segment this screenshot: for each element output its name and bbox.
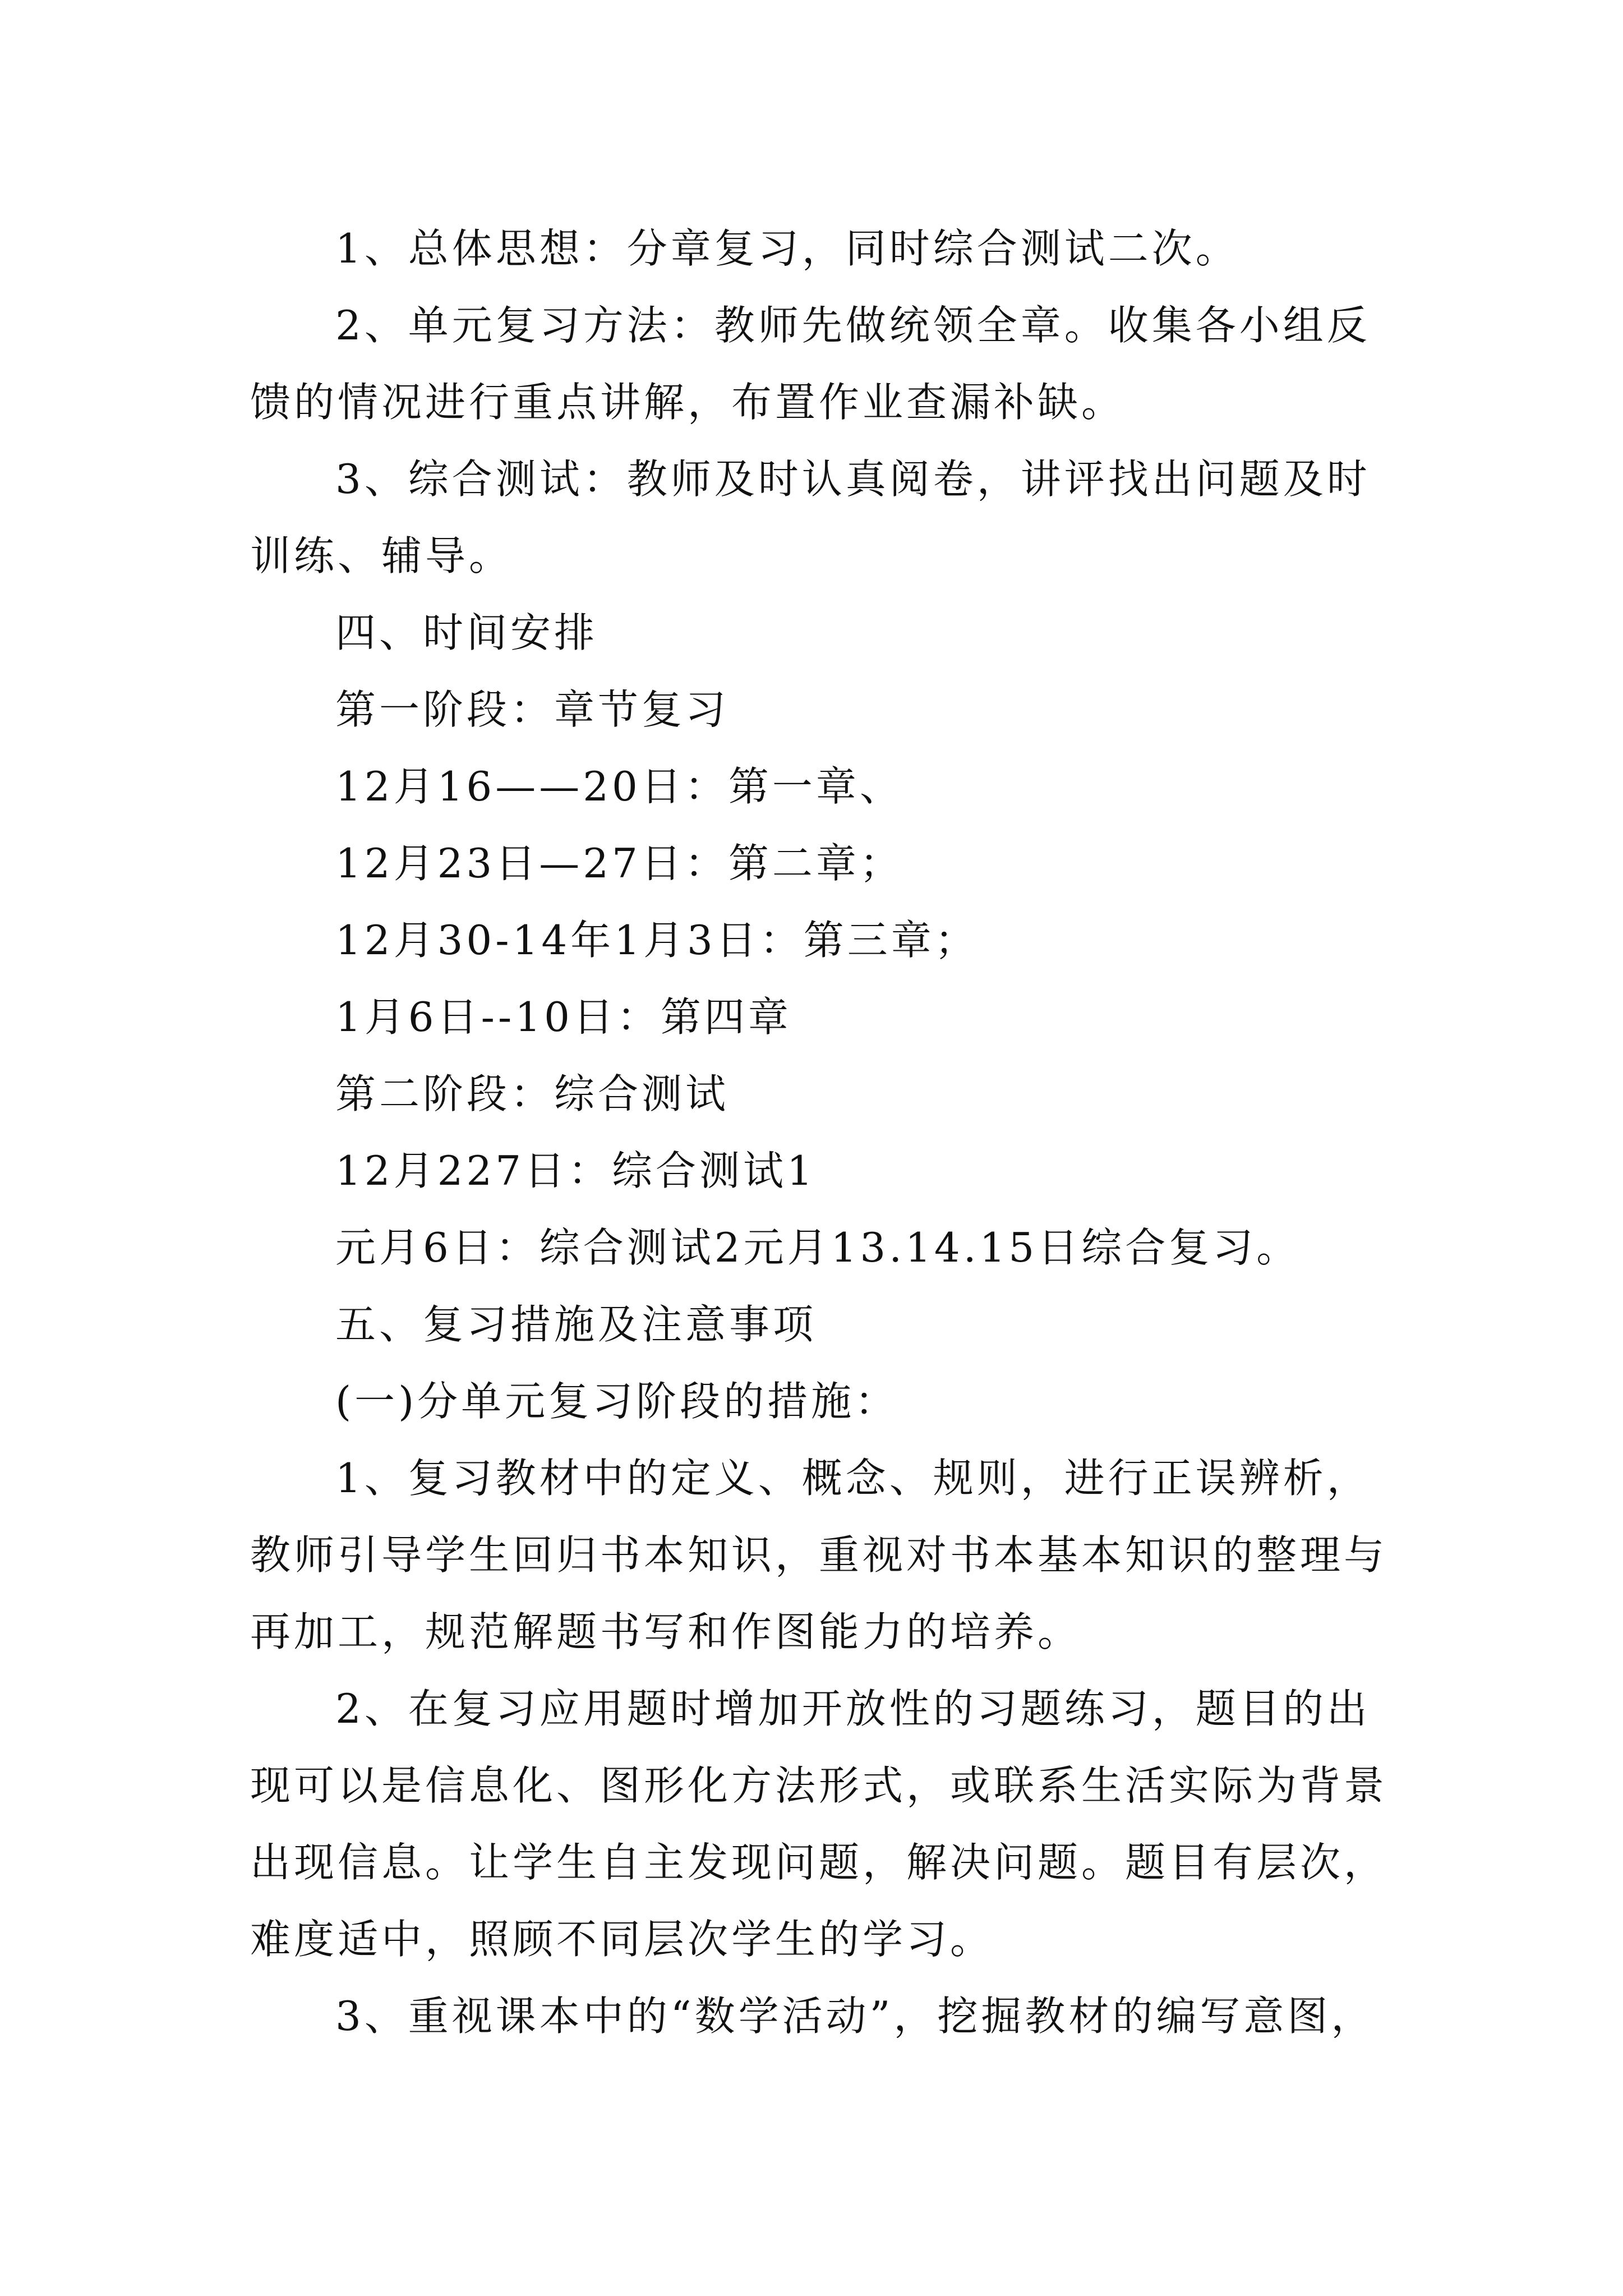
- paragraph-line: 再加工，规范解题书写和作图能力的培养。: [250, 1608, 1082, 1655]
- paragraph-measure-3: [250, 1978, 1389, 2055]
- paragraph-line: 馈的情况进行重点讲解，布置作业查漏补缺。: [250, 379, 1126, 426]
- schedule-item: [250, 825, 1389, 902]
- stage-one-heading: [250, 671, 1389, 748]
- heading-line: 五、复习措施及注意事项: [335, 1301, 817, 1348]
- paragraph-measure-1: [250, 1440, 1389, 1671]
- schedule-line: 12月227日：综合测试1: [335, 1147, 816, 1194]
- schedule-item: [250, 1133, 1389, 1209]
- heading-line: 第二阶段：综合测试: [335, 1070, 730, 1117]
- section-heading-schedule: [250, 595, 1389, 671]
- paragraph-overall-idea: [250, 210, 1389, 287]
- paragraph-line: 2、在复习应用题时增加开放性的习题练习，题目的出: [335, 1685, 1371, 1732]
- schedule-item: [250, 1209, 1389, 1286]
- schedule-item: [250, 902, 1389, 979]
- schedule-line: 元月6日：综合测试2元月13.14.15日综合复习。: [335, 1224, 1301, 1271]
- paragraph-measure-2: [250, 1671, 1389, 1978]
- paragraph-line: 3、重视课本中的“数学活动”，挖掘教材的编写意图，: [335, 1993, 1375, 2040]
- paragraph-line: 1、总体思想：分章复习，同时综合测试二次。: [335, 225, 1239, 272]
- heading-line: (一)分单元复习阶段的措施：: [335, 1378, 899, 1425]
- schedule-line: 12月30-14年1月3日：第三章；: [335, 917, 979, 964]
- document-body: [250, 210, 1389, 2055]
- schedule-item: [250, 979, 1389, 1056]
- paragraph-line: 2、单元复习方法：教师先做统领全章。收集各小组反: [335, 302, 1371, 349]
- paragraph-line: 3、综合测试：教师及时认真阅卷，讲评找出问题及时: [335, 455, 1371, 503]
- subsection-heading-unit-measures: [250, 1363, 1389, 1440]
- schedule-line: 1月6日--10日：第四章: [335, 993, 792, 1041]
- paragraph-line: 训练、辅导。: [250, 532, 513, 579]
- stage-two-heading: [250, 1056, 1389, 1133]
- schedule-item: [250, 748, 1389, 825]
- schedule-line: 12月23日—27日：第二章；: [335, 840, 903, 887]
- paragraph-line: 出现信息。让学生自主发现问题，解决问题。题目有层次，: [250, 1839, 1388, 1886]
- paragraph-line: 难度适中，照顾不同层次学生的学习。: [250, 1916, 994, 1963]
- heading-line: 四、时间安排: [335, 609, 598, 656]
- heading-line: 第一阶段：章节复习: [335, 686, 730, 733]
- paragraph-line: 1、复习教材中的定义、概念、规则，进行正误辨析，: [335, 1455, 1371, 1502]
- paragraph-line: 现可以是信息化、图形化方法形式，或联系生活实际为背景: [250, 1762, 1388, 1809]
- schedule-line: 12月16——20日：第一章、: [335, 763, 903, 810]
- section-heading-measures: [250, 1286, 1389, 1363]
- paragraph-unit-review-method: [250, 287, 1389, 441]
- paragraph-line: 教师引导学生回归书本知识，重视对书本基本知识的整理与: [250, 1531, 1388, 1579]
- paragraph-comprehensive-test: [250, 441, 1389, 595]
